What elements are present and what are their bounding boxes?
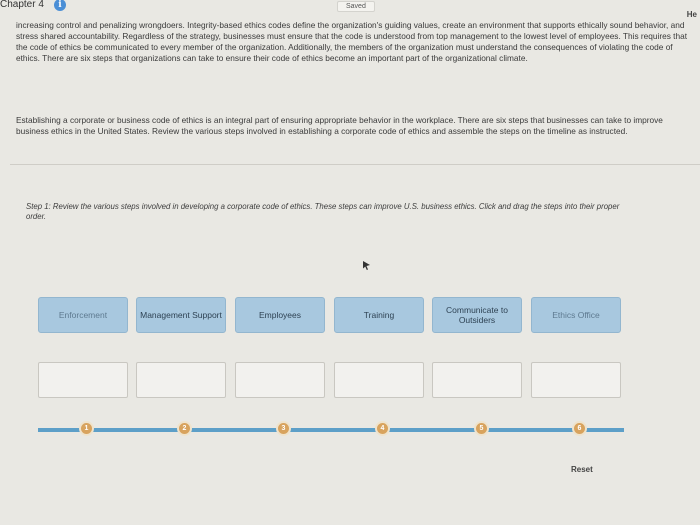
step-card-employees[interactable]: Employees [235, 297, 325, 333]
saved-status: Saved [337, 1, 375, 12]
timeline-marker-6: 6 [572, 421, 587, 436]
drop-slot-3[interactable] [235, 362, 325, 398]
timeline-marker-3: 3 [276, 421, 291, 436]
step-card-enforcement[interactable]: Enforcement [38, 297, 128, 333]
step-card-ethics-office[interactable]: Ethics Office [531, 297, 621, 333]
step-card-management-support[interactable]: Management Support [136, 297, 226, 333]
step-card-training[interactable]: Training [334, 297, 424, 333]
drop-slot-2[interactable] [136, 362, 226, 398]
info-icon[interactable]: i [54, 0, 66, 11]
instructions-paragraph: Establishing a corporate or business code of ethics is an integral part of ensuring appropriate behavior in the workplace. There are six steps that businesses can take to improve business ethics in the United States. Review the various steps involved in establishing a corporate code of ethics and assemble the steps on the timeline as instructed. [16, 115, 663, 136]
timeline-marker-4: 4 [375, 421, 390, 436]
timeline-marker-5: 5 [474, 421, 489, 436]
drop-slot-5[interactable] [432, 362, 522, 398]
top-bar [0, 0, 700, 19]
section-divider [10, 164, 700, 165]
drop-slot-6[interactable] [531, 362, 621, 398]
drop-slot-4[interactable] [334, 362, 424, 398]
timeline-marker-2: 2 [177, 421, 192, 436]
intro-text: increasing control and penalizing wrongdoers. Integrity-based ethics codes define the organization's guiding values, create an environment that supports ethically sound behavior, and stress shared accountability. Regardless of the strategy, businesses must ensure that the code is understood from top management to the lowest level of employees. This requires that the code of ethics be communicated to every member of the organization. Additionally, the members of the organization must understand the consequences of violating the code of ethics. There are six steps that organizations can take to ensure their code of ethics become an important part of the organizational climate. [16, 20, 688, 63]
timeline-marker-1: 1 [79, 421, 94, 436]
chapter-title: Chapter 4 [0, 0, 44, 10]
help-link[interactable]: He [686, 10, 697, 19]
drop-slot-1[interactable] [38, 362, 128, 398]
mouse-cursor-icon [360, 259, 372, 271]
step-instruction: Step 1: Review the various steps involved in developing a corporate code of ethics. These steps can improve U.S. business ethics. Click and drag the steps into their proper order. [26, 202, 620, 221]
timeline-line [38, 428, 624, 432]
reset-button[interactable]: Reset [571, 465, 593, 474]
step-card-communicate-to-outsiders[interactable]: Communicate to Outsiders [432, 297, 522, 333]
